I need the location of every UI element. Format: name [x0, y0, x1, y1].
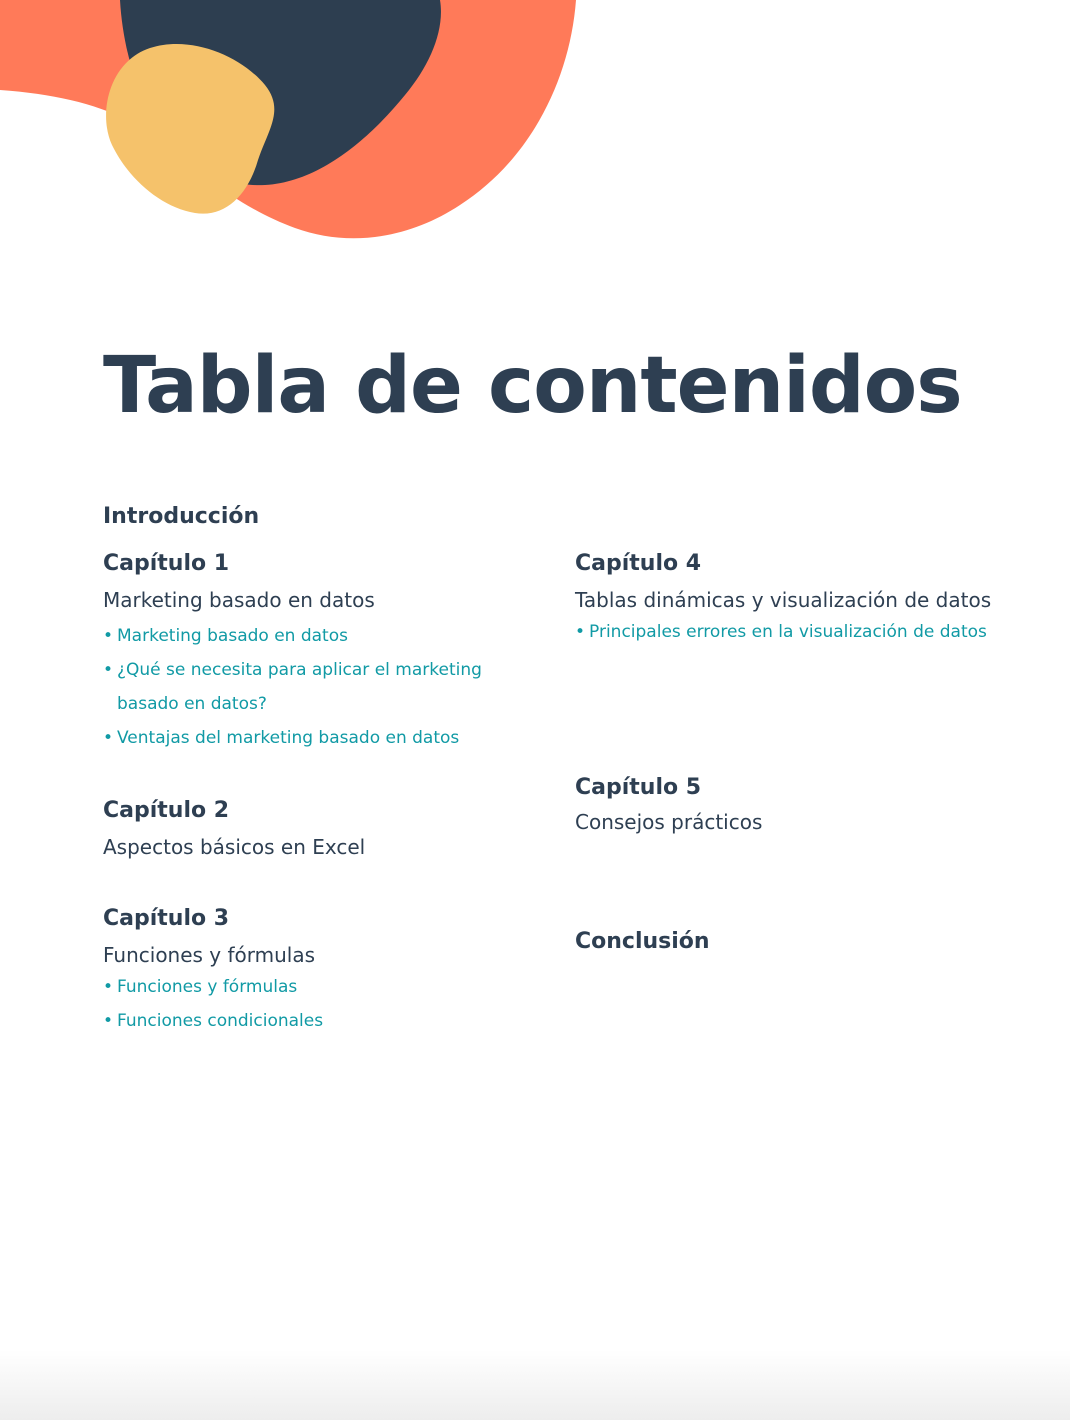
conclusion-heading[interactable]: Conclusión [575, 929, 710, 954]
chapter-4-subtitle[interactable]: Tablas dinámicas y visualización de datos [575, 588, 992, 612]
toc-link-label[interactable]: Ventajas del marketing basado en datos [117, 728, 460, 748]
chapter-3-items [103, 970, 523, 1038]
toc-link-item[interactable] [103, 970, 523, 1004]
toc-link-label[interactable]: ¿Qué se necesita para aplicar el marketing basado en datos? [117, 660, 482, 714]
bullet-icon: • [103, 977, 114, 997]
chapter-4-items [575, 615, 995, 649]
toc-link-label[interactable]: Principales errores en la visualización de datos [589, 622, 987, 642]
toc-section-chapter-1 [103, 549, 523, 755]
decorative-blobs [0, 0, 600, 260]
chapter-5-subtitle[interactable]: Consejos prácticos [575, 810, 763, 834]
bullet-icon: • [103, 1011, 114, 1031]
toc-section-chapter-4 [575, 549, 995, 649]
bullet-icon: • [103, 728, 114, 748]
toc-link-label[interactable]: Marketing basado en datos [117, 626, 348, 646]
toc-link-label[interactable]: Funciones condicionales [117, 1011, 324, 1031]
toc-section-chapter-2 [103, 796, 523, 862]
intro-heading[interactable]: Introducción [103, 504, 260, 529]
chapter-3-heading[interactable]: Capítulo 3 [103, 906, 230, 931]
toc-link-item[interactable] [103, 721, 523, 755]
chapter-2-subtitle[interactable]: Aspectos básicos en Excel [103, 835, 366, 859]
page-bottom-shadow [0, 1350, 1070, 1420]
chapter-1-heading[interactable]: Capítulo 1 [103, 551, 230, 576]
toc-section-intro[interactable] [103, 502, 523, 532]
chapter-1-items [103, 619, 523, 755]
chapter-1-subtitle[interactable]: Marketing basado en datos [103, 588, 375, 612]
toc-link-item[interactable] [103, 619, 523, 653]
toc-link-item[interactable] [575, 615, 995, 649]
bullet-icon: • [103, 626, 114, 646]
bullet-icon: • [103, 660, 114, 680]
toc-link-item[interactable] [103, 1004, 523, 1038]
chapter-5-heading[interactable]: Capítulo 5 [575, 775, 702, 800]
page-title: Tabla de contenidos [103, 341, 962, 431]
toc-section-chapter-3 [103, 904, 523, 1038]
chapter-4-heading[interactable]: Capítulo 4 [575, 551, 702, 576]
toc-link-label[interactable]: Funciones y fórmulas [117, 977, 298, 997]
toc-section-conclusion[interactable] [575, 927, 995, 957]
chapter-2-heading[interactable]: Capítulo 2 [103, 798, 230, 823]
toc-section-chapter-5 [575, 773, 995, 837]
chapter-3-subtitle[interactable]: Funciones y fórmulas [103, 943, 316, 967]
toc-link-item[interactable] [103, 653, 523, 721]
bullet-icon: • [575, 622, 586, 642]
